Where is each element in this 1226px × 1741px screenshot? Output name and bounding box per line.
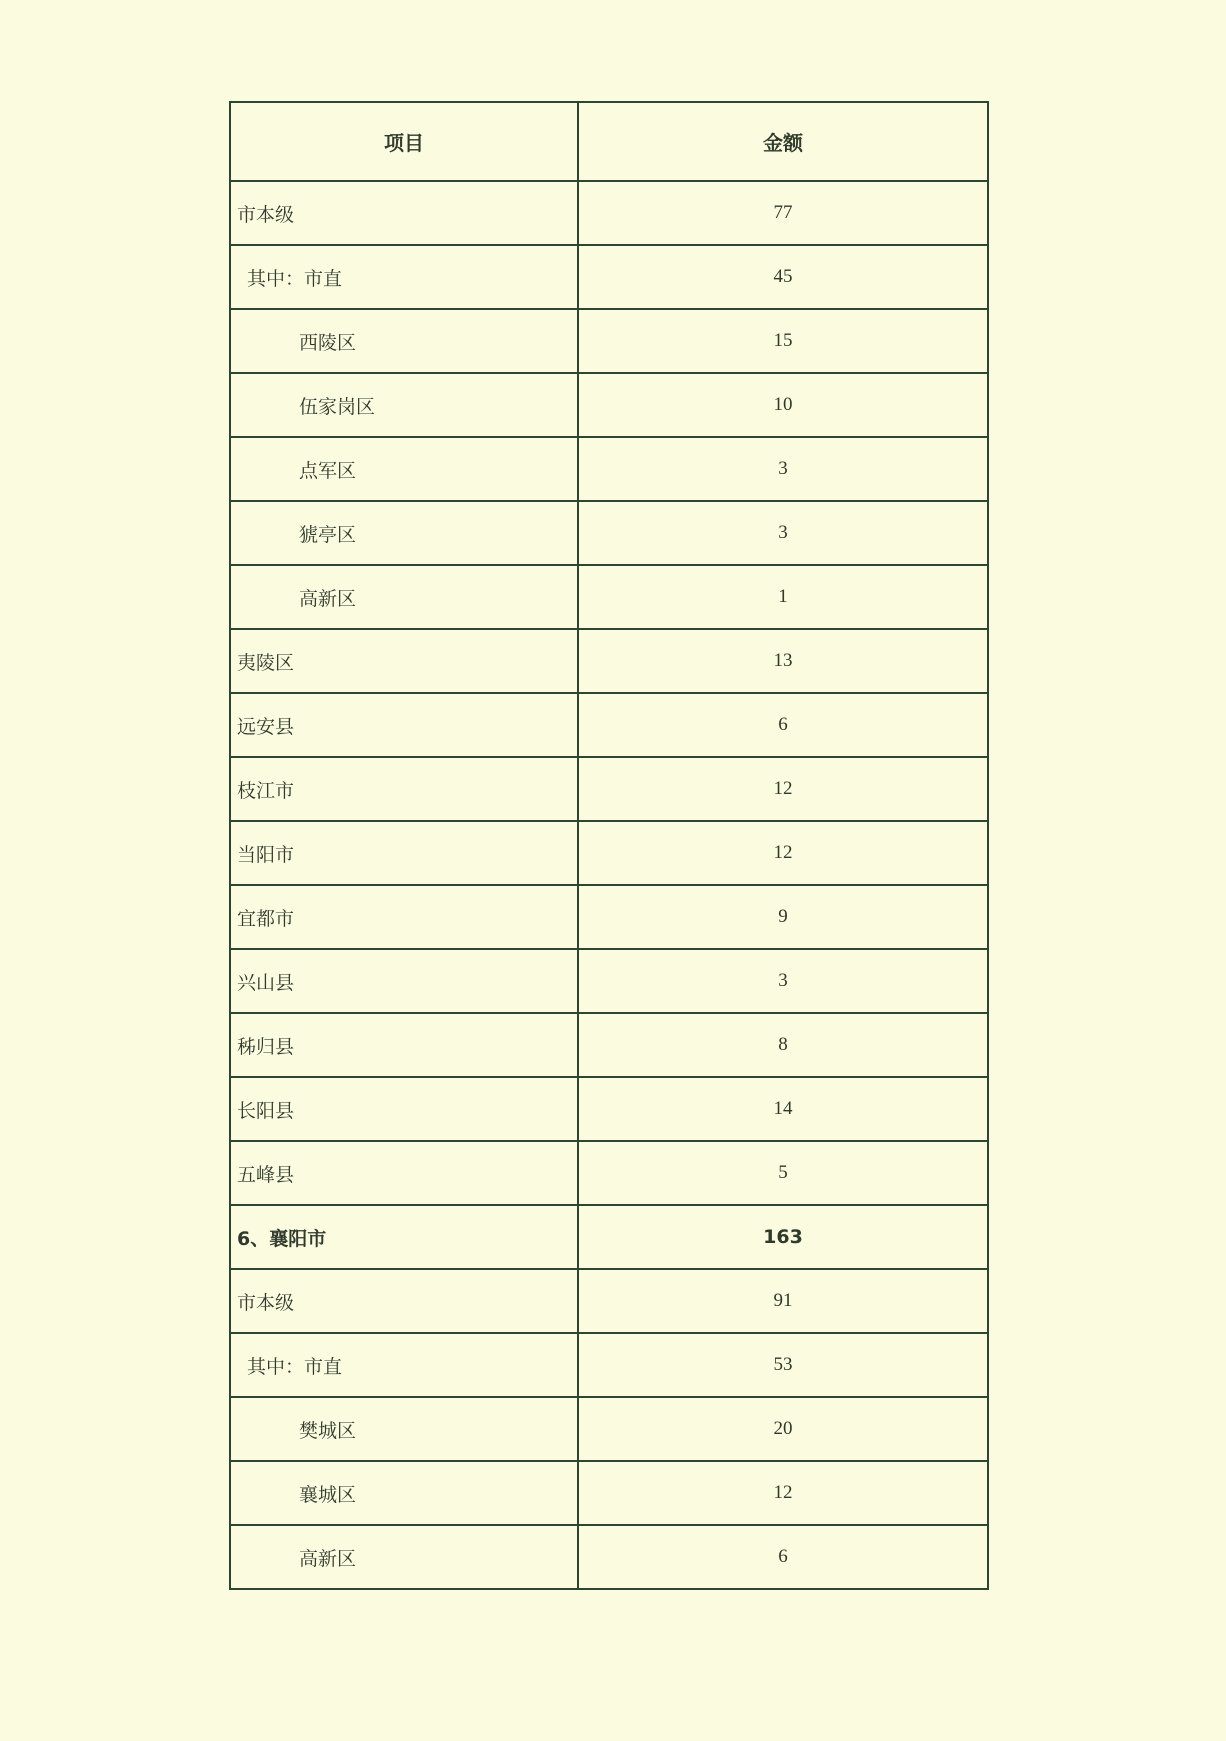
table-row [230,1397,988,1461]
row-amount: 53 [578,1333,988,1397]
row-item-name: 高新区 [230,1525,578,1589]
header-amount: 金额 [578,102,988,181]
row-item-name: 高新区 [230,565,578,629]
row-item-name: 兴山县 [230,949,578,1013]
row-item-name: 夷陵区 [230,629,578,693]
row-amount: 6 [578,693,988,757]
table-row [230,1077,988,1141]
row-item-name: 襄城区 [230,1461,578,1525]
table-row [230,1141,988,1205]
table-row [230,245,988,309]
table-row [230,821,988,885]
row-amount: 5 [578,1141,988,1205]
row-item-name: 秭归县 [230,1013,578,1077]
row-amount: 8 [578,1013,988,1077]
table-row [230,437,988,501]
table-row [230,1013,988,1077]
table-row [230,501,988,565]
table-row [230,373,988,437]
row-amount: 15 [578,309,988,373]
row-item-name: 宜都市 [230,885,578,949]
row-amount: 12 [578,757,988,821]
row-item-name: 6、襄阳市 [230,1205,578,1269]
row-amount: 6 [578,1525,988,1589]
row-item-name: 猇亭区 [230,501,578,565]
row-amount: 163 [578,1205,988,1269]
row-item-name: 西陵区 [230,309,578,373]
table-row [230,757,988,821]
row-amount: 3 [578,437,988,501]
row-item-name: 当阳市 [230,821,578,885]
allocation-table [229,101,989,1590]
row-item-name: 市本级 [230,1269,578,1333]
row-amount: 13 [578,629,988,693]
row-item-name: 长阳县 [230,1077,578,1141]
table-row [230,1269,988,1333]
table-row [230,1525,988,1589]
row-item-name: 五峰县 [230,1141,578,1205]
row-amount: 1 [578,565,988,629]
row-item-name: 其中：市直 [230,1333,578,1397]
table-row [230,885,988,949]
row-amount: 20 [578,1397,988,1461]
table-body [230,181,988,1589]
row-item-name: 其中：市直 [230,245,578,309]
row-amount: 91 [578,1269,988,1333]
row-amount: 12 [578,821,988,885]
table-row [230,1333,988,1397]
table-row [230,181,988,245]
table-row [230,629,988,693]
row-item-name: 伍家岗区 [230,373,578,437]
row-amount: 12 [578,1461,988,1525]
table-header-row [230,102,988,181]
row-item-name: 枝江市 [230,757,578,821]
header-item: 项目 [230,102,578,181]
row-item-name: 远安县 [230,693,578,757]
row-amount: 10 [578,373,988,437]
row-item-name: 点军区 [230,437,578,501]
row-amount: 77 [578,181,988,245]
row-amount: 3 [578,501,988,565]
row-amount: 45 [578,245,988,309]
table-row [230,1461,988,1525]
row-item-name: 市本级 [230,181,578,245]
row-amount: 14 [578,1077,988,1141]
table-row [230,1205,988,1269]
table-row [230,309,988,373]
row-amount: 9 [578,885,988,949]
row-item-name: 樊城区 [230,1397,578,1461]
table-row [230,949,988,1013]
table-row [230,565,988,629]
table-row [230,693,988,757]
row-amount: 3 [578,949,988,1013]
